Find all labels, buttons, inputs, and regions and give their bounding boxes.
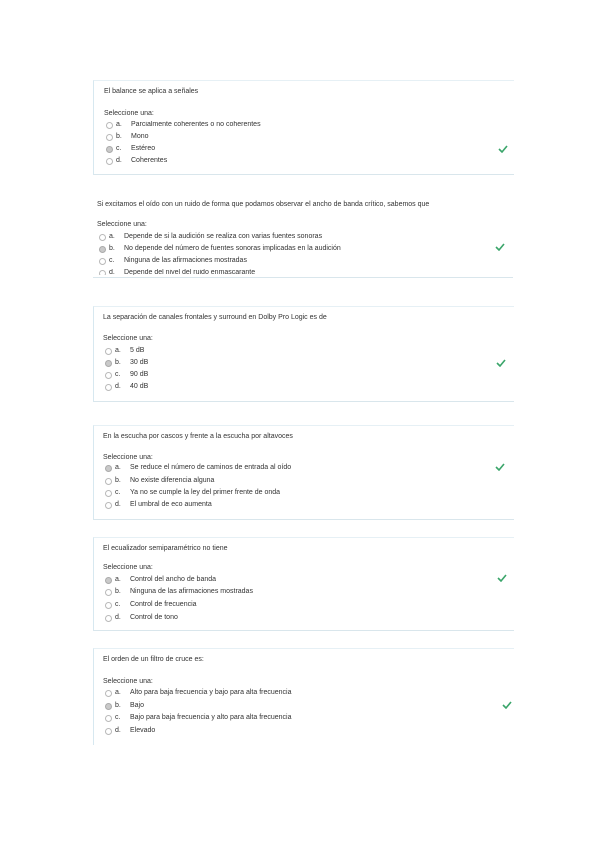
question-text: Si excitamos el oído con un ruido de forma que podamos observar el ancho de banda crítico, sabemos que <box>97 201 430 208</box>
option-text: Alto para baja frecuencia y bajo para alta frecuencia <box>130 689 292 696</box>
correct-check-icon <box>502 701 512 709</box>
question-text: El orden de un filtro de cruce es: <box>103 656 204 663</box>
option-text: Ya no se cumple la ley del primer frente de onda <box>130 489 281 496</box>
radio-button[interactable] <box>105 478 112 485</box>
option-text: Bajo <box>130 702 145 709</box>
option-text: 90 dB <box>130 371 149 378</box>
option-letter: a. <box>115 464 121 471</box>
question-text: La separación de canales frontales y surround en Dolby Pro Logic es de <box>103 314 327 321</box>
question-card-1 <box>93 80 514 175</box>
radio-button[interactable] <box>99 234 106 241</box>
option-text: Estéreo <box>131 145 156 152</box>
radio-button-selected[interactable] <box>105 360 112 367</box>
radio-button[interactable] <box>105 384 112 391</box>
radio-button[interactable] <box>105 348 112 355</box>
option-letter: b. <box>109 245 115 252</box>
radio-button[interactable] <box>105 715 112 722</box>
option-letter: d. <box>115 501 121 508</box>
option-text: 40 dB <box>130 383 149 390</box>
radio-button[interactable] <box>106 134 113 141</box>
option-letter: b. <box>115 477 121 484</box>
option-text: Depende de si la audición se realiza con varias fuentes sonoras <box>124 233 323 240</box>
option-text: 5 dB <box>130 347 145 354</box>
radio-button-selected[interactable] <box>106 146 113 153</box>
radio-button-selected[interactable] <box>105 577 112 584</box>
option-text: Ninguna de las afirmaciones mostradas <box>124 257 247 264</box>
option-text: Elevado <box>130 727 156 734</box>
option-letter: c. <box>115 371 121 378</box>
option-letter: d. <box>116 157 122 164</box>
option-text: Depende del nivel del ruido enmascarante <box>124 269 256 275</box>
select-one-label: Seleccione una: <box>97 221 147 228</box>
correct-check-icon <box>497 574 507 582</box>
option-letter: c. <box>115 601 121 608</box>
option-text: Control de frecuencia <box>130 601 197 608</box>
option-text: Mono <box>131 133 149 140</box>
radio-button[interactable] <box>99 258 106 265</box>
option-text: 30 dB <box>130 359 149 366</box>
question-card-6 <box>93 648 514 745</box>
select-one-label: Seleccione una: <box>103 335 153 342</box>
radio-button[interactable] <box>105 372 112 379</box>
radio-button[interactable] <box>105 490 112 497</box>
correct-check-icon <box>495 463 505 471</box>
option-letter: a. <box>109 233 115 240</box>
option-text: Ninguna de las afirmaciones mostradas <box>130 588 253 595</box>
question-text: El ecualizador semiparamétrico no tiene <box>103 545 228 552</box>
option-letter: d. <box>115 614 121 621</box>
option-text: Control del ancho de banda <box>130 576 217 583</box>
option-text: Parcialmente coherentes o no coherentes <box>131 121 261 128</box>
option-text: Bajo para baja frecuencia y alto para alta frecuencia <box>130 714 292 721</box>
option-letter: b. <box>115 588 121 595</box>
radio-button[interactable] <box>105 690 112 697</box>
option-text: No existe diferencia alguna <box>130 477 215 484</box>
option-text: Coherentes <box>131 157 168 164</box>
question-card-4 <box>93 425 514 520</box>
question-text: En la escucha por cascos y frente a la escucha por altavoces <box>103 433 293 440</box>
question-card-5 <box>93 537 514 631</box>
radio-button[interactable] <box>105 615 112 622</box>
option-letter: b. <box>115 359 121 366</box>
question-text: El balance se aplica a señales <box>104 88 199 95</box>
option-letter: a. <box>115 576 121 583</box>
option-text: Se reduce el número de caminos de entrada al oído <box>130 464 292 471</box>
option-letter: a. <box>115 347 121 354</box>
option-letter: a. <box>116 121 122 128</box>
option-text: Control de tono <box>130 614 178 621</box>
radio-button[interactable] <box>105 728 112 735</box>
question-card-3 <box>93 306 514 402</box>
select-one-label: Seleccione una: <box>103 454 153 461</box>
question-card-2 <box>93 193 513 278</box>
radio-button[interactable] <box>105 602 112 609</box>
radio-button[interactable] <box>99 270 106 275</box>
select-one-label: Seleccione una: <box>103 678 153 685</box>
option-letter: c. <box>116 145 122 152</box>
radio-button[interactable] <box>106 158 113 165</box>
select-one-label: Seleccione una: <box>103 564 153 571</box>
correct-check-icon <box>495 243 505 251</box>
option-letter: a. <box>115 689 121 696</box>
option-letter: c. <box>109 257 115 264</box>
radio-button[interactable] <box>105 589 112 596</box>
radio-button[interactable] <box>106 122 113 129</box>
option-letter: d. <box>109 269 115 275</box>
radio-button-selected[interactable] <box>105 465 112 472</box>
option-letter: c. <box>115 714 121 721</box>
radio-button[interactable] <box>105 502 112 509</box>
correct-check-icon <box>496 359 506 367</box>
options-list <box>104 121 464 129</box>
options-list <box>97 269 457 275</box>
option-text: No depende del número de fuentes sonoras implicadas en la audición <box>124 245 341 252</box>
option-letter: b. <box>115 702 121 709</box>
radio-button-selected[interactable] <box>99 246 106 253</box>
correct-check-icon <box>498 145 508 153</box>
select-one-label: Seleccione una: <box>104 110 154 117</box>
option-letter: b. <box>116 133 122 140</box>
radio-button-selected[interactable] <box>105 703 112 710</box>
option-letter: d. <box>115 727 121 734</box>
option-letter: c. <box>115 489 121 496</box>
option-letter: d. <box>115 383 121 390</box>
option-text: El umbral de eco aumenta <box>130 501 212 508</box>
